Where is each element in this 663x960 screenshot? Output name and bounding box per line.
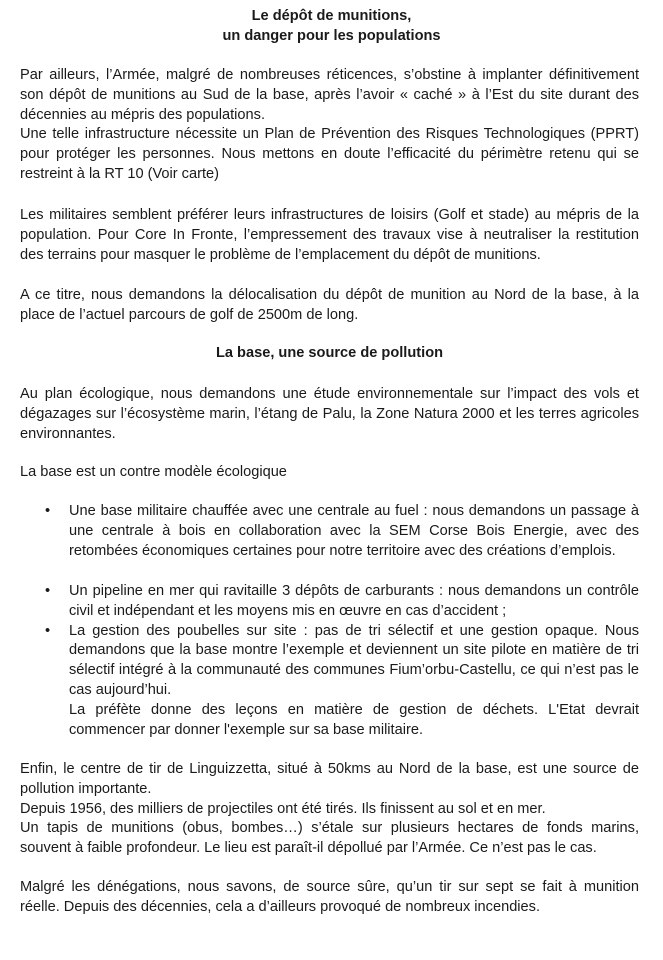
paragraph-contre-modele: La base est un contre modèle écologique — [20, 464, 287, 480]
paragraph-centre-de-tir: Enfin, le centre de tir de Linguizzetta, situé à 50kms au Nord de la base, est une source de pollution importante. — [20, 761, 639, 797]
section-title-pollution: La base, une source de pollution — [215, 345, 444, 361]
paragraph-loisirs: Les militaires semblent préférer leurs infrastructures de loisirs (Golf et stade) au mépris de la population. Pour Core In Fronte, l’empressement des travaux vise à neutraliser la restitution des terrains pour masquer le problème de l’emplacement du dépôt de munitions. — [20, 207, 639, 263]
list-item — [20, 502, 639, 561]
bullet-continuation-prefete: La préfète donne des leçons en matière de gestion de déchets. L'Etat devrait commencer par donner l'exemple sur sa base militaire. — [69, 701, 639, 738]
bullet-text-pipeline: Un pipeline en mer qui ravitaille 3 dépôts de carburants : nous demandons un contrôle civil et indépendant et les moyens mis en œuvre en cas d’accident ; — [69, 583, 639, 619]
paragraph-etude-environnementale: Au plan écologique, nous demandons une étude environnementale sur l’impact des vols et dégazages sur l’écosystème marin, l’étang de Palu, la Zone Natura 2000 et les terres agricoles environnantes. — [20, 386, 639, 442]
paragraph-depot-sud: Par ailleurs, l’Armée, malgré de nombreuses réticences, s’obstine à implanter définitivement son dépôt de munitions au Sud de la base, après l’avoir « caché » à l’Est du site durant des décennies au mépris des populations. — [20, 67, 639, 123]
paragraph-depuis-1956: Depuis 1956, des milliers de projectiles ont été tirés. Ils finissent au sol et en mer. — [20, 800, 546, 817]
paragraph-delocalisation: A ce titre, nous demandons la délocalisation du dépôt de munition au Nord de la base, à la place de l’actuel parcours de golf de 2500m de long. — [20, 287, 639, 323]
list-item — [20, 622, 639, 741]
paragraph-denegations: Malgré les dénégations, nous savons, de source sûre, qu’un tir sur sept se fait à munition réelle. Depuis des décennies, cela a d’ailleurs provoqué de nombreux incendies. — [20, 879, 639, 915]
paragraph-tapis-munitions: Un tapis de munitions (obus, bombes…) s’étale sur plusieurs hectares de fonds marins, souvent à faible profondeur. Le lieu est paraît-il dépollué par l’Armée. Ce n’est pas le cas. — [20, 820, 639, 857]
bullet-dot-icon: • — [45, 583, 51, 599]
bullet-text-poubelles: La gestion des poubelles sur site : pas de tri sélectif et une gestion opaque. Nous demandons que la base montre l’exemple et deviennent un site pilote en matière de tri sélectif intégré à la communauté des communes Fium’orbu-Castellu, ce qui n’est pas le cas aujourd’hui. — [69, 622, 639, 698]
bullet-list-1 — [20, 502, 639, 561]
bullet-dot-icon: • — [45, 622, 51, 639]
bullet-dot-icon: • — [45, 503, 51, 519]
bullet-text-centrale: Une base militaire chauffée avec une centrale au fuel : nous demandons un passage à une centrale à bois en collaboration avec la SEM Corse Bois Energie, avec des retombées économiques certaines pour notre territoire avec des créations d’emplois. — [69, 503, 639, 559]
paragraph-pprt: Une telle infrastructure nécessite un Plan de Prévention des Risques Technologiques (PPRT) pour protéger les personnes. Nous mettons en doute l’efficacité du périmètre retenu qui se restreint à la RT 10 (Voir carte) — [20, 126, 639, 182]
paragraph-block-linguizzetta — [20, 760, 639, 859]
bullet-list-2 — [20, 582, 639, 740]
title-line-2: un danger pour les populations — [222, 27, 441, 44]
title-line-1: Le dépôt de munitions, — [251, 8, 412, 24]
section-title-munitions — [0, 7, 663, 47]
paragraph-block-1 — [20, 66, 639, 185]
list-item — [20, 582, 639, 622]
